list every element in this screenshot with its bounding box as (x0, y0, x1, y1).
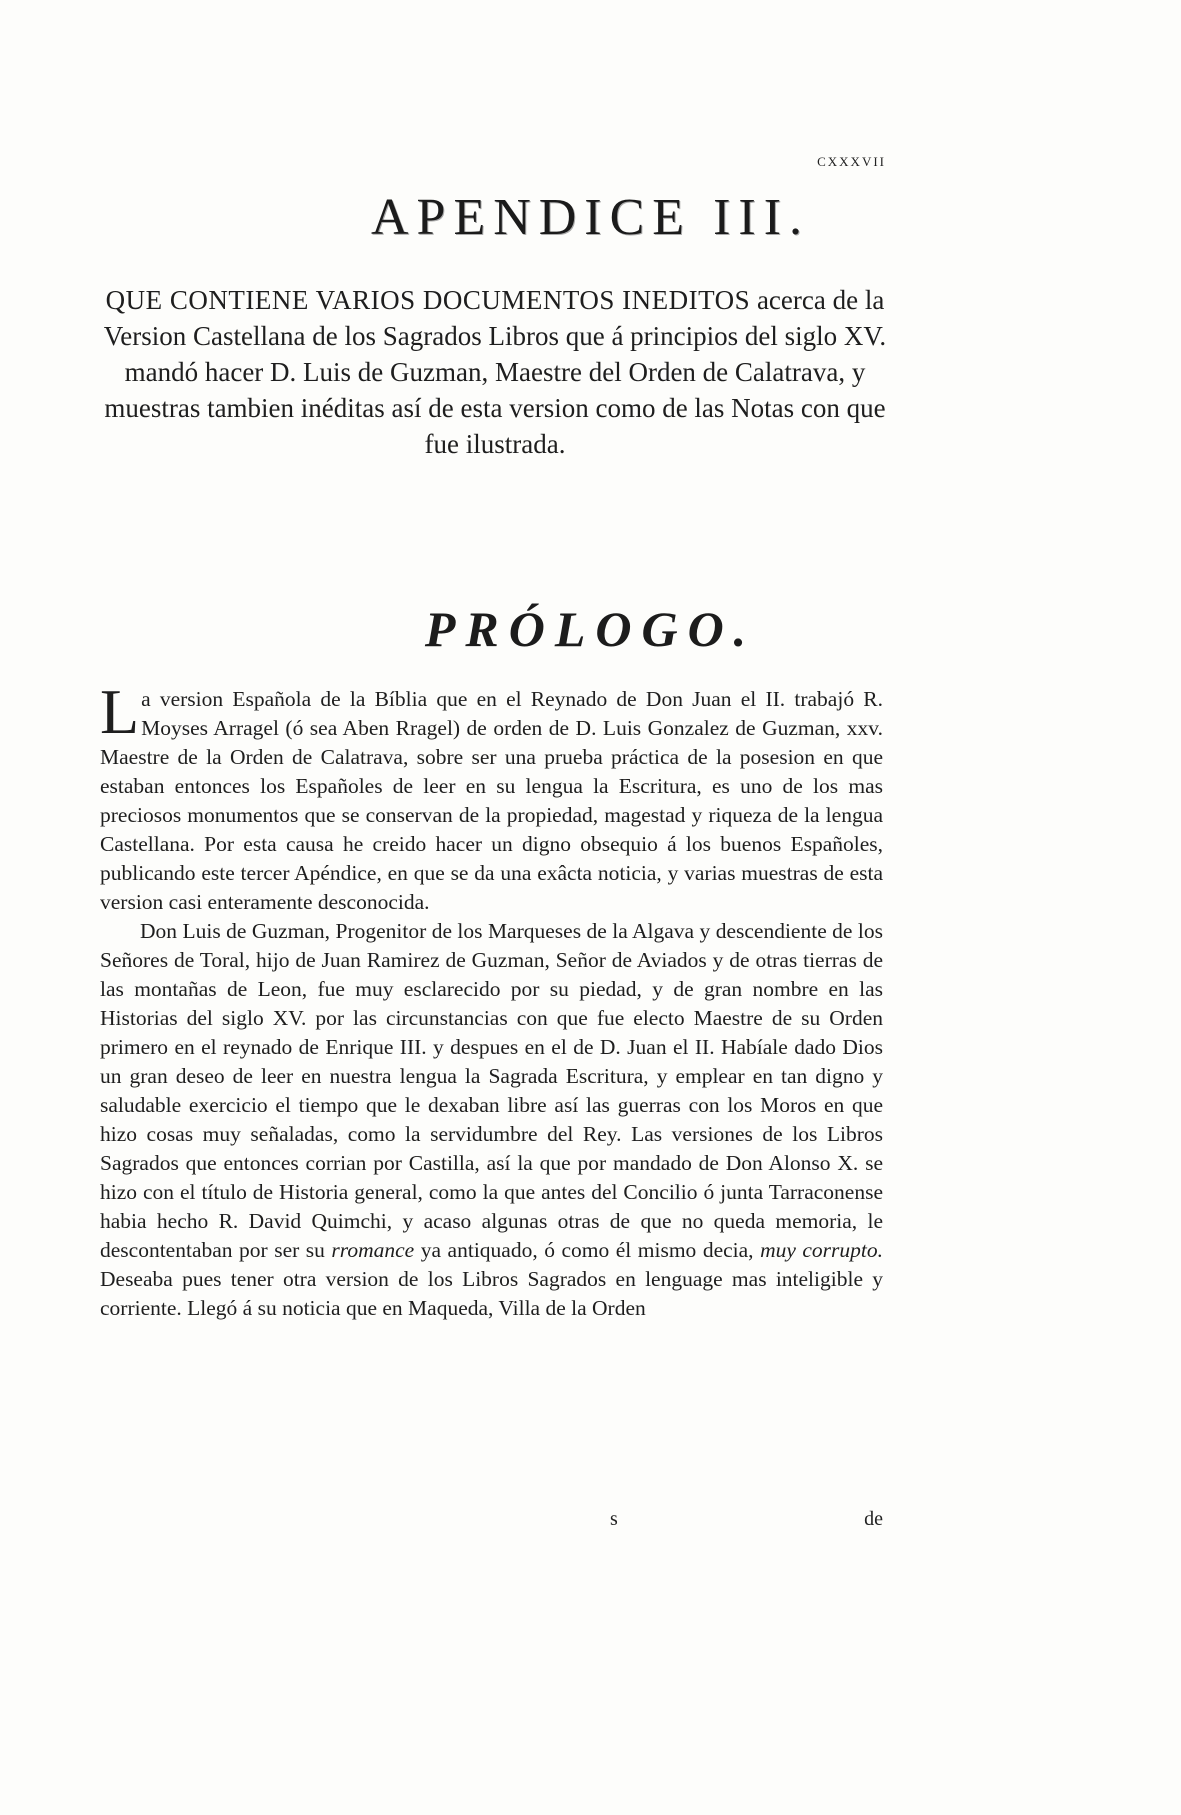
signature-mark: s (610, 1508, 618, 1530)
catchword: de (864, 1508, 883, 1530)
prologue-title: PRÓLOGO. (424, 601, 757, 657)
appendix-subtitle (100, 282, 890, 462)
paragraph-2-text-a: Don Luis de Guzman, Progenitor de los Marqueses de la Algava y descendiente de los Señores de Toral, hijo de Juan Ramirez de Guzman, Señor de Aviados y de otras tierras de las montañas de Leon, fue muy esclarecido por su piedad, y de gran nombre en las Historias del siglo XV. por las circunstancias con que fue electo Maestre de su Orden primero en el reynado de Enrique III. y despues en el de D. Juan el II. Habíale dado Dios un gran deseo de leer en nuestra lengua la Sagrada Escritura, y emplear en tan digno y saludable exercicio el tiempo que le dexaban libre así las guerras con los Moros en que hizo cosas muy señaladas, como la servidumbre del Rey. Las versiones de los Libros Sagrados que entonces corrian por Castilla, así la que por mandado de Don Alonso X. se hizo con el título de Historia general, como la que antes del Concilio ó junta Tarraconense habia hecho R. David Quimchi, y acaso algunas otras de que no queda memoria, le descontentaban por ser su (100, 919, 883, 1262)
paragraph-2-italic-1: rromance (331, 1238, 415, 1262)
drop-cap: L (100, 676, 140, 747)
appendix-title: APENDICE III. (370, 189, 811, 246)
appendix-subtitle-lead: QUE CONTIENE VARIOS DOCUMENTOS INEDITOS (105, 285, 751, 315)
paragraph-2-text-c: Deseaba pues tener otra version de los Libros Sagrados en lenguage mas inteligible y corriente. Llegó á su noticia que en Maqueda, Villa de la Orden (100, 1267, 883, 1320)
body-text (100, 676, 884, 1323)
paragraph-2 (100, 917, 883, 1323)
paragraph-2-italic-2: muy corrupto. (760, 1238, 884, 1262)
paragraph-1-text: a version Española de la Bíblia que en el Reynado de Don Juan el II. trabajó R. Moyses Arragel (ó sea Aben Rragel) de orden de D. Luis Gonzalez de Guzman, xxv. Maestre de la Orden de Calatrava, sobre ser una prueba práctica de la posesion en que estaban entonces los Españoles de leer en su lengua la Escritura, es uno de los mas preciosos monumentos que se conservan de la propiedad, magestad y riqueza de la lengua Castellana. Por esta causa he creido hacer un digno obsequio á los buenos Españoles, publicando este tercer Apéndice, en que se da una exâcta noticia, y varias muestras de esta version casi enteramente desconocida. (100, 687, 883, 914)
paragraph-1 (100, 676, 883, 917)
page-number: cxxxvii (817, 150, 886, 171)
page-footer (100, 1508, 883, 1538)
appendix-subtitle-rest: acerca de la Version Castellana de los Sagrados Libros que á principios del siglo XV. mandó hacer D. Luis de Guzman, Maestre del Orden de Calatrava, y muestras tambien inéditas así de esta version como de las Notas con que fue ilustrada. (103, 285, 887, 459)
paragraph-2-text-b: ya antiquado, ó como él mismo decia, (420, 1238, 754, 1262)
